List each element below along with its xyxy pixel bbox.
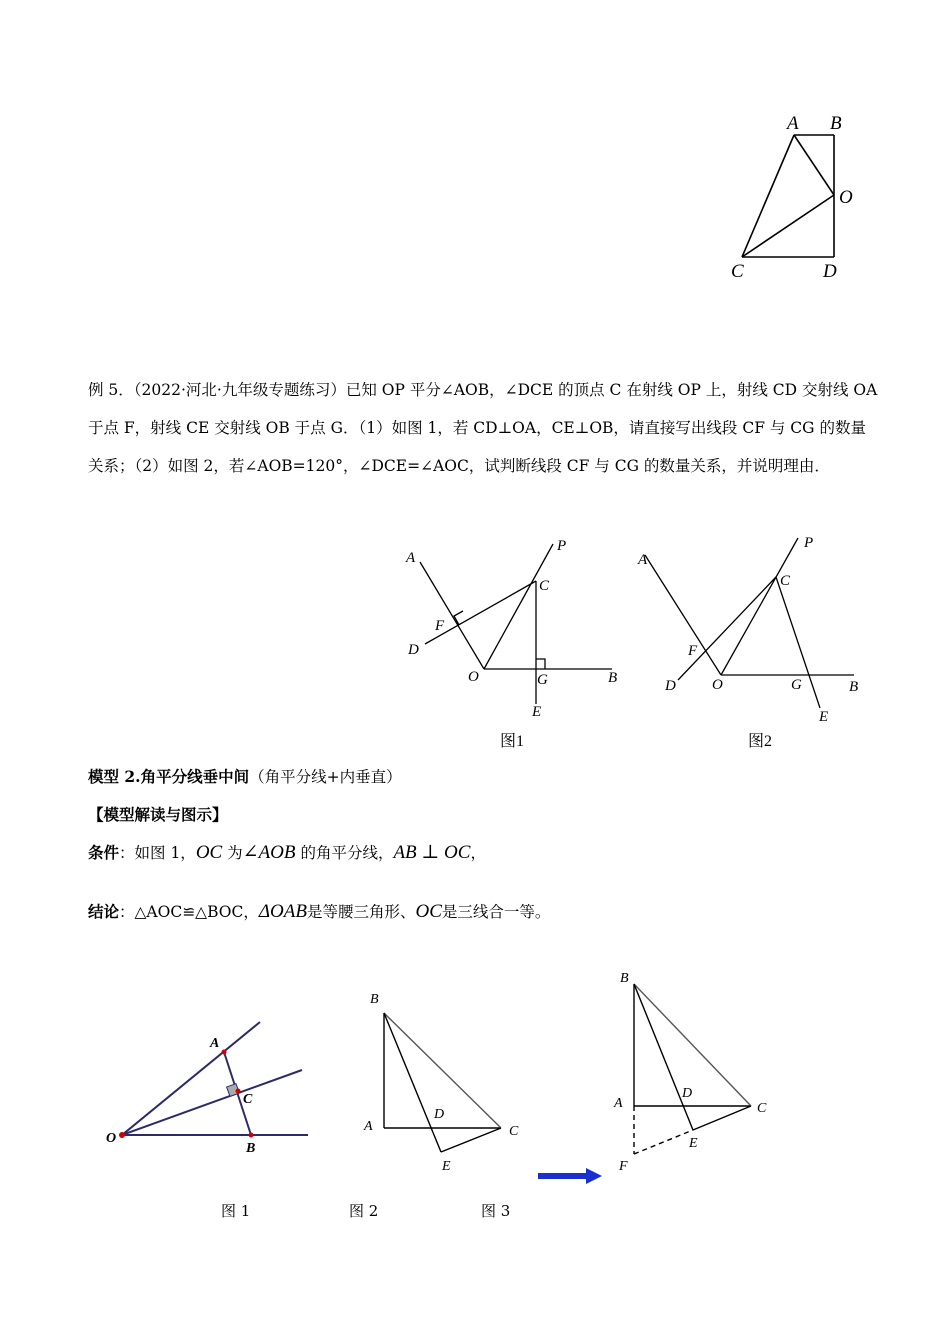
example5-figure-1 (400, 532, 630, 762)
ray-oa (122, 1022, 260, 1135)
point-a (222, 1050, 227, 1055)
point-c (236, 1089, 241, 1094)
label-f: F (435, 618, 445, 634)
model2-condition (88, 834, 878, 872)
label-p: P (804, 535, 814, 551)
label-d: D (434, 1107, 445, 1122)
top-figure (720, 105, 870, 290)
label-p: P (557, 538, 567, 554)
label-c: C (539, 578, 550, 594)
label-b: B (370, 992, 379, 1007)
segment-ec (441, 1128, 501, 1152)
ray-op (484, 544, 553, 669)
label-a: A (638, 552, 648, 568)
conclusion-text-1: ：△AOC≌△BOC， (119, 903, 259, 921)
model2-heading-rest: （角平分线+内垂直） (249, 768, 402, 786)
condition-text-2: 为 (222, 844, 243, 862)
label-d: D (682, 1086, 693, 1101)
conclusion-text-2: 是等腰三角形、 (306, 903, 416, 921)
example5-paragraph (88, 371, 878, 485)
segment-ao (794, 135, 834, 195)
conclusion-label: 结论 (88, 902, 120, 921)
model2-heading-bold: 模型 2.角平分线垂中间 (88, 767, 250, 786)
label-b: B (620, 971, 629, 986)
label-c: C (731, 261, 744, 282)
condition-text-4: ， (470, 844, 486, 862)
model2-figure-3 (605, 960, 785, 1180)
model2-conclusion (88, 893, 878, 931)
label-o: O (468, 669, 479, 685)
segment-fe-dashed (634, 1130, 693, 1154)
label-a: A (364, 1119, 373, 1134)
condition-text-3: 的角平分线， (295, 844, 394, 862)
example5-figure-2 (630, 530, 870, 760)
ray-cd (425, 581, 536, 644)
label-a: A (787, 113, 799, 134)
label-o: O (106, 1131, 117, 1146)
label-d: D (408, 642, 419, 658)
label-e: E (442, 1159, 451, 1174)
label-a: A (406, 550, 416, 566)
condition-label: 条件 (88, 843, 120, 862)
figure-caption: 图2 (748, 733, 773, 750)
segment-be (384, 1013, 441, 1152)
model2-subheading-text: 【模型解读与图示】 (88, 805, 228, 824)
model2-figure-1 (100, 1010, 320, 1160)
label-a: A (614, 1096, 623, 1111)
label-c: C (509, 1124, 519, 1139)
caption-figure-2: 图 2 (349, 1202, 379, 1220)
caption-figure-1: 图 1 (221, 1202, 251, 1220)
conclusion-math-1: ΔOAB (258, 901, 307, 922)
label-c: C (780, 573, 791, 589)
conclusion-math-2: OC (415, 901, 442, 922)
label-g: G (537, 672, 548, 688)
condition-math-1: OC (195, 842, 223, 863)
label-e: E (819, 709, 829, 725)
figure-caption: 图1 (500, 733, 525, 750)
condition-math-2: ∠AOB (242, 842, 296, 863)
label-e: E (689, 1136, 698, 1151)
label-g: G (791, 677, 802, 693)
label-b: B (830, 113, 842, 134)
ray-oc (122, 1070, 302, 1135)
label-c: C (757, 1101, 767, 1116)
label-c: C (243, 1092, 253, 1107)
label-a: A (210, 1036, 220, 1051)
arrow-icon (536, 1166, 604, 1186)
right-angle-g (536, 659, 545, 669)
point-o (119, 1132, 125, 1138)
conclusion-text-3: 是三线合一等。 (441, 903, 551, 921)
caption-figure-3: 图 3 (481, 1202, 511, 1220)
label-e: E (532, 704, 542, 720)
condition-math-3: AB ⊥ OC (393, 842, 471, 863)
model2-subheading (88, 796, 878, 834)
label-f: F (619, 1159, 628, 1174)
label-o: O (839, 187, 853, 208)
label-b: B (608, 670, 618, 686)
example5-text: 例 5．（2022·河北·九年级专题练习）已知 OP 平分∠AOB，∠DCE 的顶点 C 在射线 OP 上，射线 CD 交射线 OA 于点 F，射线 CE 交射线 OB 于点 G．（1）如图 1，若 CD⊥OA，CE⊥OB，请直接写出线段 CF 与 CG 的数量关系；（2）如图 2，若∠AOB=120°，∠DCE=∠AOC，试判断线段 CF 与 CG 的数量关系，并说明理由． (88, 381, 878, 475)
model2-heading (88, 758, 878, 796)
model2-figure-2 (355, 985, 535, 1175)
segment-ec (693, 1106, 751, 1130)
label-d: D (665, 678, 676, 694)
ray-oa (645, 555, 721, 675)
segment-be (634, 984, 693, 1130)
condition-text-1: ：如图 1， (119, 844, 196, 862)
label-b: B (246, 1141, 256, 1156)
label-b: B (849, 679, 859, 695)
label-o: O (712, 677, 723, 693)
label-f: F (688, 643, 698, 659)
label-d: D (823, 261, 837, 282)
segment-bc (634, 984, 751, 1106)
point-b (249, 1133, 254, 1138)
